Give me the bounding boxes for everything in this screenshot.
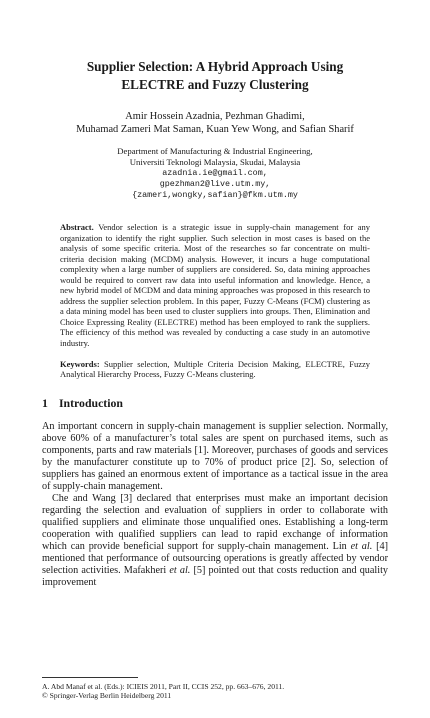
section-number: 1 — [42, 395, 48, 410]
paragraph: An important concern in supply-chain management is supplier selection. Normally, above 60% of a manufacturer’s total sales are spent on purchased items, such as components, parts and raw materials [1]. Moreover, purchases of goods and services by the manufacturer constitute up to 70% of product price [2]. So, selection of suppliers has gained an enormous extent of importance as a tactical issue in the area of supply-chain management. — [42, 420, 388, 492]
email-line: {zameri,wongky,safian}@fkm.utm.my — [132, 190, 298, 200]
keywords-text: Supplier selection, Multiple Criteria Decision Making, ELECTRE, Fuzzy Analytical Hierarchy Process, Fuzzy C-Means clustering. — [60, 358, 371, 380]
affiliation-line: Department of Manufacturing & Industrial Engineering, — [117, 146, 313, 156]
paragraph-text: [4] mentioned that performance of outsourcing operations is greatly affected by vendor selection activities. Mafakheri — [42, 541, 388, 577]
paragraph-text: Che and Wang [3] declared that enterprises must make an important decision regarding the selection and evaluation of suppliers in order to collaborate with qualified suppliers and eliminate those unqualified ones. Establishing a long-term cooperation with qualified suppliers can lead to rapid exchange of information which can provide beneficial support for supply-chain management. Lin — [42, 492, 388, 553]
affiliation-line: Universiti Teknologi Malaysia, Skudai, Malaysia — [129, 157, 301, 167]
affiliation-block — [42, 146, 388, 201]
abstract — [60, 222, 370, 349]
keywords-label: Keywords: — [60, 358, 100, 369]
keywords — [60, 359, 370, 380]
footnote-rule — [42, 677, 138, 678]
paragraph-text: [5] pointed out that costs reduction and quality improvement — [42, 565, 388, 589]
body-text — [42, 421, 388, 590]
title-line: Supplier Selection: A Hybrid Approach Using — [86, 59, 344, 74]
paragraph — [42, 493, 388, 589]
title-line: ELECTRE and Fuzzy Clustering — [121, 77, 309, 92]
author-line: Amir Hossein Azadnia, Pezhman Ghadimi, — [125, 111, 305, 122]
footer — [42, 682, 284, 701]
paper-title — [42, 58, 388, 94]
email-line: azadnia.ie@gmail.com, — [162, 168, 268, 178]
footer-citation: A. Abd Manaf et al. (Eds.): ICIEIS 2011, Part II, CCIS 252, pp. 663–676, 2011. — [42, 682, 285, 691]
abstract-label: Abstract. — [60, 222, 94, 232]
citation-etal: et al. — [169, 565, 191, 577]
abstract-text: Vendor selection is a strategic issue in supply-chain management for any organization to identify the right supplier. Such selection in most cases is based on the analysis of some specific criteria. Most of the researches so far concentrate on multi-criteria decision making (MCDM) analysis. However, it incurs a huge computational complexity when a large number of suppliers are considered. So, data mining approaches would be required to convert raw data into useful information and knowledge. Hence, a new hybrid model of MCDM and data mining approaches was proposed in this research to address the supplier selection problem. In this paper, Fuzzy C-Means (FCM) clustering as a data mining model has been used to cluster suppliers into groups. Then, Elimination and Choice Expressing Reality (ELECTRE) method has been employed to rank the suppliers. The efficiency of this method was revealed by conducting a case study in an automotive industry. — [60, 222, 370, 349]
section-title: Introduction — [58, 395, 123, 410]
section-heading — [42, 396, 388, 410]
paper-page — [0, 58, 430, 718]
email-line: gpezhman2@live.utm.my, — [159, 179, 271, 189]
author-list — [42, 111, 388, 136]
citation-etal: et al. — [350, 541, 373, 553]
footer-copyright: © Springer-Verlag Berlin Heidelberg 2011 — [42, 691, 172, 701]
author-line: Muhamad Zameri Mat Saman, Kuan Yew Wong, and Safian Sharif — [76, 123, 354, 135]
